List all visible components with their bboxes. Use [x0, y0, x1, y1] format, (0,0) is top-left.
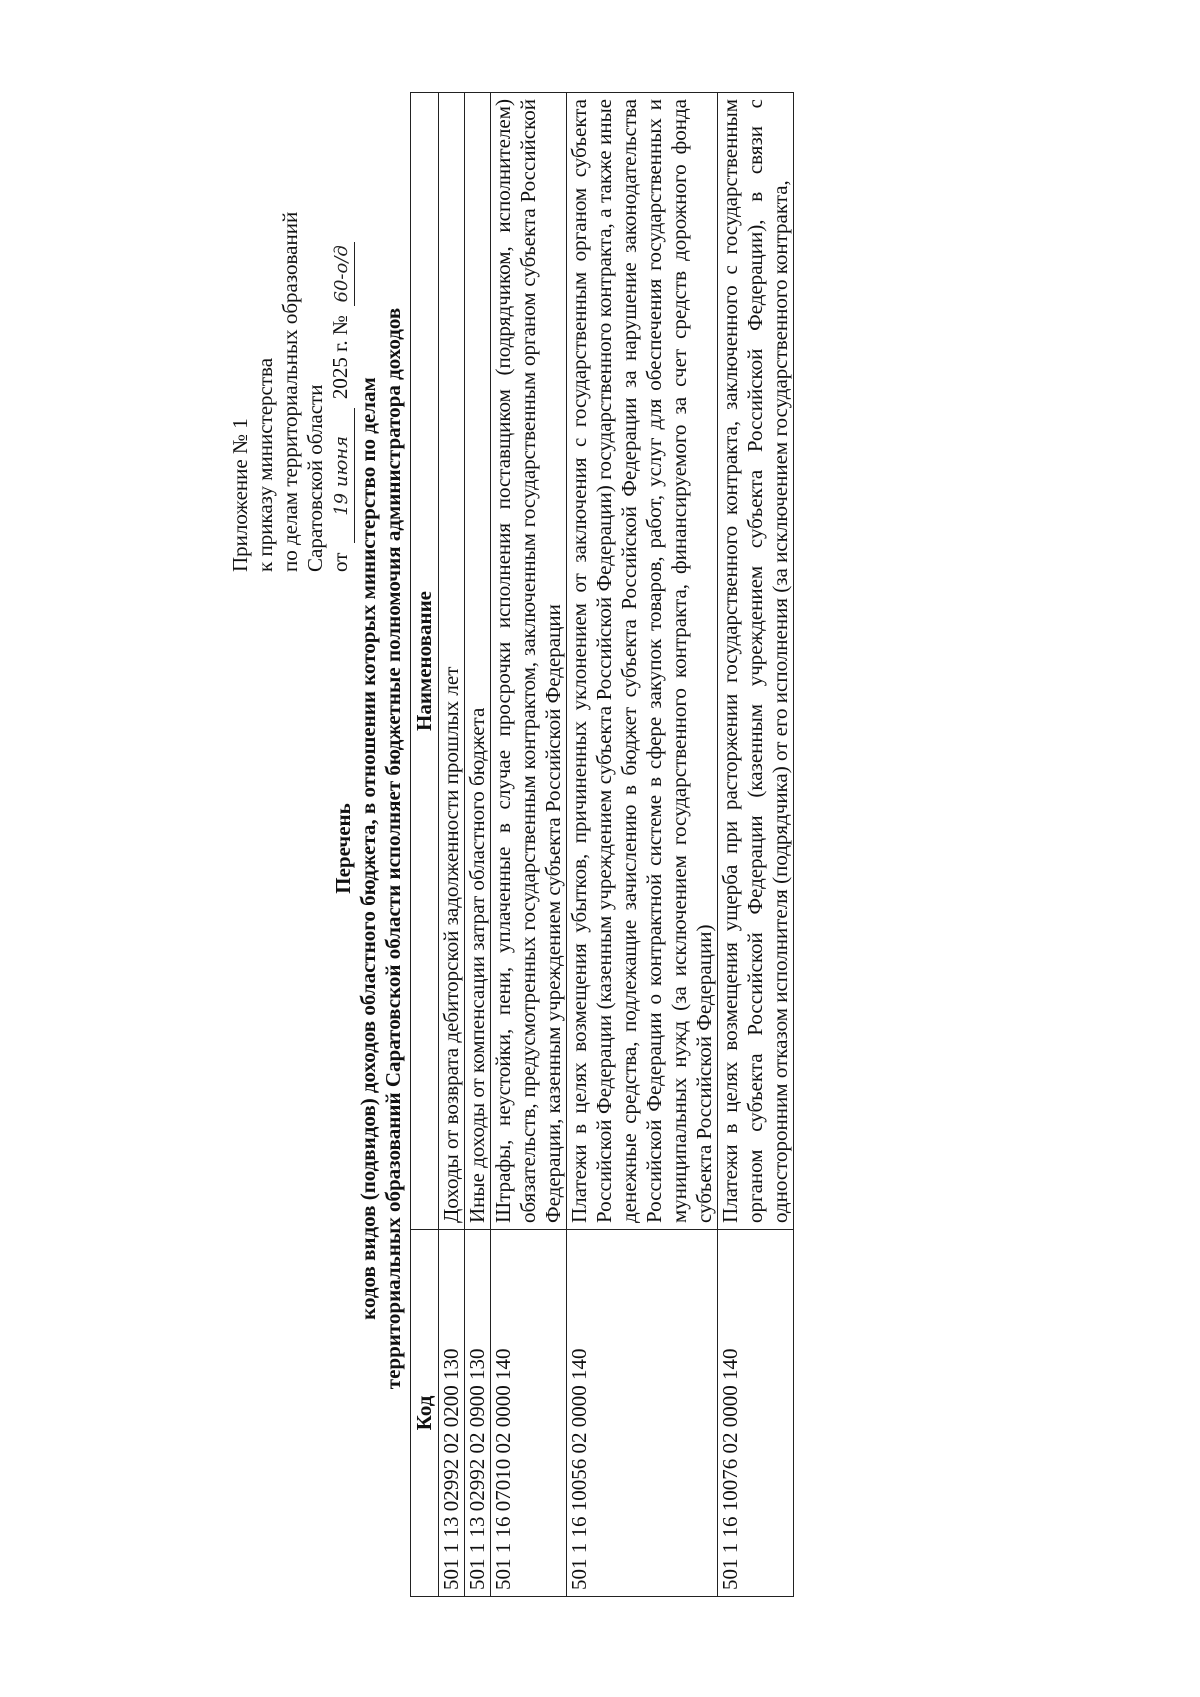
document-title: Перечень	[331, 803, 355, 894]
year-number-label: 2025 г. №	[328, 315, 352, 400]
document-subtitle-line-1: кодов видов (подвидов) доходов областного бюджета, в отношении которых министерство по делам	[356, 377, 380, 1320]
table-row	[491, 93, 567, 1597]
date-prefix: от	[328, 552, 352, 572]
handwritten-order-number: 60-о/д	[329, 242, 355, 306]
approval-line: к приказу министерства	[253, 357, 277, 572]
table-row	[439, 93, 465, 1597]
row-code: 501 1 16 07010 02 0000 140	[491, 1230, 567, 1597]
header-code: Код	[411, 1230, 439, 1597]
table-row	[465, 93, 491, 1597]
row-code: 501 1 13 02992 02 0200 130	[439, 1230, 465, 1597]
row-name: Штрафы, неустойки, пени, уплаченные в случае просрочки исполнения поставщиком (подрядчиком, исполнителем) обязательств, предусмотренных государственным контрактом, заключенным государственным органом субъекта Российской Федерации, казенным учреждением субъекта Российской Федерации	[491, 93, 567, 1230]
row-name: Платежи в целях возмещения ущерба при расторжении государственного контракта, заключенного с государственным органом субъекта Российской Федерации (казенным учреждением субъекта Российской Федерации), в связи с односторонним отказом исполнителя (подрядчика) от его исполнения (за исключением государственного контракта,	[718, 93, 794, 1230]
table-header-row	[411, 93, 439, 1597]
approval-line: Приложение № 1	[228, 418, 252, 572]
approval-line: Саратовской области	[303, 384, 327, 572]
row-name: Платежи в целях возмещения убытков, причиненных уклонением от заключения с государственным органом субъекта Российской Федерации (казенным учреждением субъекта Российской Федерации) государственного контракта, а также иные денежные средства, подлежащие зачислению в бюджет субъекта Российской Федерации за нарушение законодательства Российской Федерации о контрактной системе в сфере закупок товаров, работ, услуг для обеспечения государственных и муниципальных нужд (за исключением государственного контракта, финансируемого за счет средств дорожного фонда субъекта Российской Федерации)	[567, 93, 718, 1230]
header-name: Наименование	[411, 93, 439, 1230]
revenue-codes-table	[410, 92, 794, 1597]
row-code: 501 1 16 10056 02 0000 140	[567, 1230, 718, 1597]
row-name: Иные доходы от компенсации затрат областного бюджета	[465, 93, 491, 1230]
row-code: 501 1 16 10076 02 0000 140	[718, 1230, 794, 1597]
table-row	[718, 93, 794, 1597]
table-row	[567, 93, 718, 1597]
approval-line: по делам территориальных образований	[278, 211, 302, 572]
document-subtitle-line-2: территориальных образований Саратовской области исполняет бюджетные полномочия администратора доходов	[381, 307, 405, 1390]
row-name: Доходы от возврата дебиторской задолженности прошлых лет	[439, 93, 465, 1230]
row-code: 501 1 13 02992 02 0900 130	[465, 1230, 491, 1597]
handwritten-date: 19 июня	[329, 408, 355, 543]
